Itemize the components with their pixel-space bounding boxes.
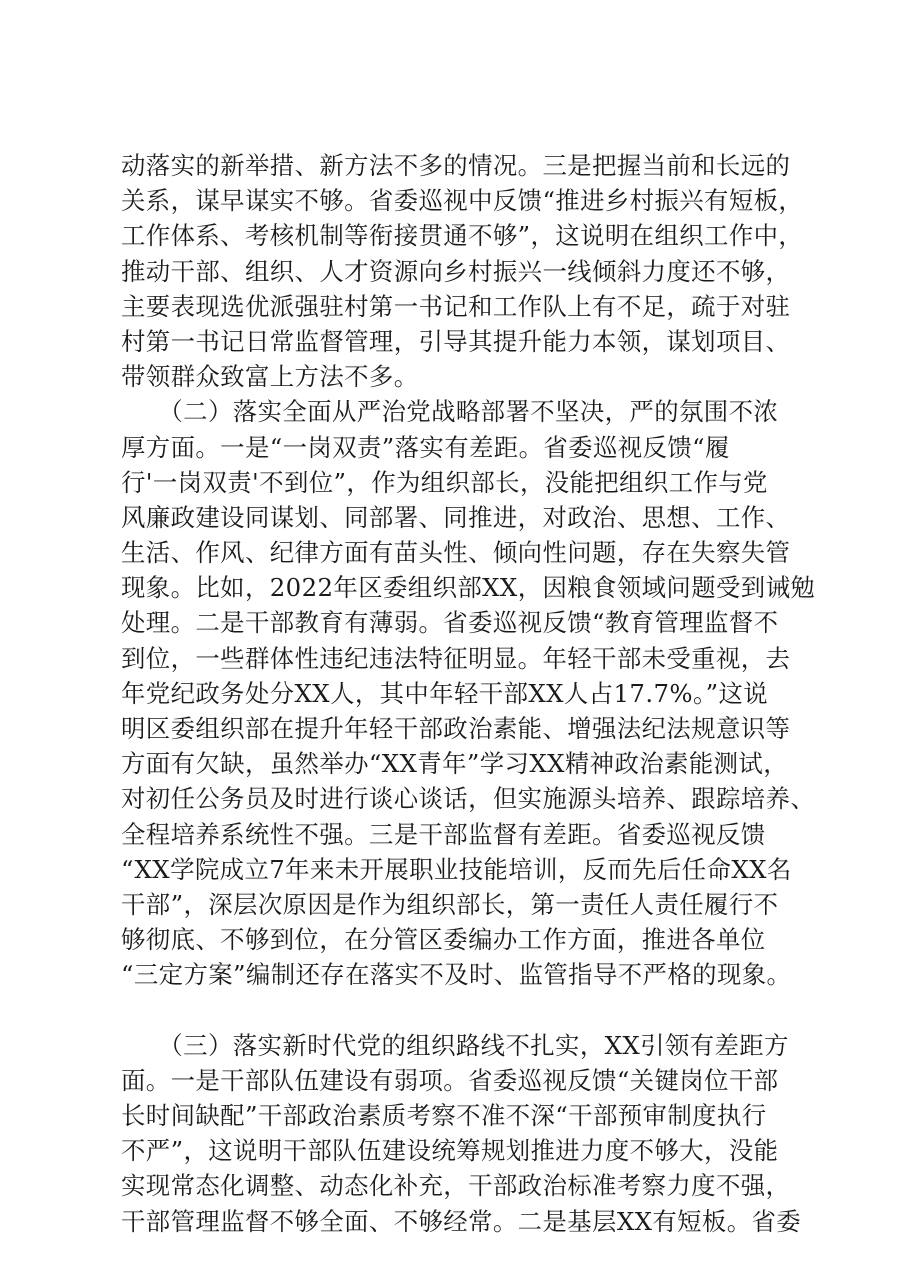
text-line: 村第一书记日常监督管理，引导其提升能力本领，谋划项目、 [121, 326, 791, 356]
paragraph-2 [121, 394, 816, 1027]
text-line: 主要表现选优派强驻村第一书记和工作队上有不足，疏于对驻 [121, 291, 791, 321]
text-line: 到位，一些群体性违纪违法特征明显。年轻干部未受重视，去 [121, 643, 791, 673]
text-line: 对初任公务员及时进行谈心谈话，但实施源头培养、跟踪培养、 [121, 784, 816, 814]
text-line: “三定方案”编制还存在落实不及时、监管指导不严格的现象。 [121, 960, 792, 990]
text-line: 行'一岗双责'不到位”，作为组织部长，没能把组织工作与党 [121, 467, 768, 497]
text-line: 动落实的新举措、新方法不多的情况。三是把握当前和长远的 [121, 151, 791, 180]
text-line: 干部”，深层次原因是作为组织部长，第一责任人责任履行不 [121, 889, 779, 919]
text-line: 面。一是干部队伍建设有弱项。省委巡视反馈“关键岗位干部 [121, 1065, 779, 1095]
text-line: 年党纪政务处分XX人，其中年轻干部XX人占17.7%。”这说 [121, 678, 769, 708]
text-line: （三）落实新时代党的组织路线不扎实，XX引领有差距方 [121, 1030, 789, 1060]
text-line [121, 993, 801, 1028]
text-line: 长时间缺配”干部政治素质考察不准不深“干部预审制度执行 [121, 1101, 767, 1131]
document-body [121, 148, 816, 1239]
text-line: 现象。比如，2022年区委组织部XX，因粮食领域问题受到诫勉 [121, 573, 816, 603]
text-line: 干部管理监督不够全面、不够经常。二是基层XX有短板。省委 [121, 1206, 802, 1236]
text-line: （二）落实全面从严治党战略部署不坚决，严的氛围不浓 [121, 397, 779, 427]
text-line: 工作体系、考核机制等衔接贯通不够”，这说明在组织工作中， [121, 221, 804, 251]
paragraph-3 [121, 1028, 801, 1239]
text-line: 实现常态化调整、动态化补充，干部政治标准考察力度不强， [121, 1171, 791, 1201]
text-line: 全程培养系统性不强。三是干部监督有差距。省委巡视反馈 [121, 819, 766, 849]
text-line: 推动干部、组织、人才资源向乡村振兴一线倾斜力度还不够， [121, 256, 791, 286]
text-line: 方面有欠缺，虽然举办“XX青年”学习XX精神政治素能测试， [121, 749, 788, 779]
text-line: 厚方面。一是“一岗双责”落实有差距。省委巡视反馈“履 [121, 432, 730, 462]
text-line: 够彻底、不够到位，在分管区委编办工作方面，推进各单位 [121, 925, 766, 955]
text-line: 风廉政建设同谋划、同部署、同推进，对政治、思想、工作、 [121, 502, 791, 532]
text-line: 关系，谋早谋实不够。省委巡视中反馈“推进乡村振兴有短板， [121, 186, 804, 216]
text-line: 明区委组织部在提升年轻干部政治素能、增强法纪法规意识等 [121, 714, 791, 743]
text-line: 带领群众致富上方法不多。 [121, 362, 419, 392]
text-line: “XX学院成立7年来未开展职业技能培训，反而先后任命XX名 [121, 854, 792, 884]
text-line: 处理。二是干部教育有薄弱。省委巡视反馈“教育管理监督不 [121, 608, 779, 638]
paragraph-1 [121, 148, 804, 394]
text-line: 不严”，这说明干部队伍建设统筹规划推进力度不够大，没能 [121, 1136, 779, 1166]
text-line: 生活、作风、纪律方面有苗头性、倾向性问题，存在失察失管 [121, 538, 791, 568]
